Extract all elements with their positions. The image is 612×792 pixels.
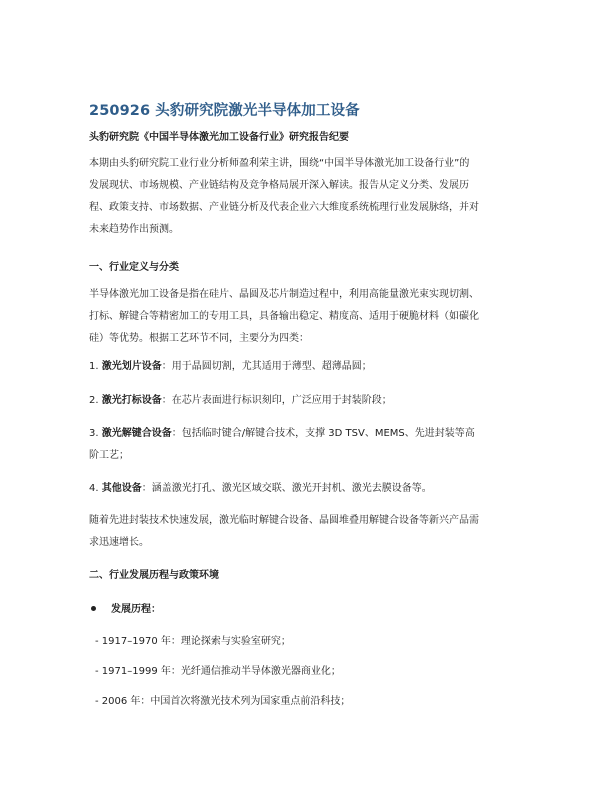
- list-item-term: 其他设备: [101, 483, 142, 494]
- list-item-text: ：涵盖激光打孔、激光区域交联、激光开封机、激光去膜设备等。: [141, 483, 432, 494]
- list-item: [89, 423, 529, 467]
- list-item-continuation: 阶工艺；: [89, 450, 129, 461]
- list-item-number: 2.: [89, 395, 102, 406]
- list-item-term: 激光解键合设备: [101, 428, 172, 439]
- timeline-item: - 1971–1999 年：光纤通信推动半导体激光器商业化；: [95, 666, 341, 677]
- intro-line: 程、政策支持、市场数据、产业链分析及代表企业六大维度系统梳理行业发展脉络，并对: [89, 202, 479, 213]
- list-item-term: 激光划片设备: [101, 361, 162, 372]
- timeline-item: - 1917–1970 年：理论探索与实验室研究；: [95, 636, 291, 647]
- intro-line: 发展现状、市场规模、产业链结构及竞争格局展开深入解读。报告从定义分类、发展历: [89, 180, 469, 191]
- list-item-text: ：用于晶圆切割，尤其适用于薄型、超薄晶圆；: [161, 361, 372, 372]
- section-1-paragraph: [89, 284, 529, 350]
- list-item-number: 1.: [89, 361, 102, 372]
- section-1-closing: [89, 510, 529, 554]
- intro-line: 未来趋势作出预测。: [89, 224, 179, 235]
- list-item-text: ：包括临时键合/解键合技术，支撑 3D TSV、MEMS、先进封装等高: [171, 428, 475, 439]
- page-title: 250926 头豹研究院激光半导体加工设备: [89, 103, 360, 119]
- bullet-dot-icon: [91, 606, 96, 611]
- para-line: 打标、解键合等精密加工的专用工具，具备输出稳定、精度高、适用于硬脆材料（如碳化: [89, 311, 479, 322]
- list-item: [89, 356, 529, 378]
- list-item-number: 3.: [89, 428, 102, 439]
- section-2-heading: 二、行业发展历程与政策环境: [89, 570, 219, 581]
- list-item: [89, 390, 529, 412]
- list-item-number: 4.: [89, 483, 102, 494]
- closing-line: 求迅速增长。: [89, 537, 149, 548]
- list-item-term: 激光打标设备: [101, 395, 162, 406]
- closing-line: 随着先进封装技术快速发展，激光临时解键合设备、晶圆堆叠用解键合设备等新兴产品需: [89, 515, 479, 526]
- intro-line: 本期由头豹研究院工业行业分析师盈利荣主讲，围绕“中国半导体激光加工设备行业”的: [89, 158, 470, 169]
- para-line: 半导体激光加工设备是指在硅片、晶圆及芯片制造过程中，利用高能量激光束实现切割、: [89, 289, 479, 300]
- para-line: 硅）等优势。根据工艺环节不同，主要分为四类：: [89, 333, 309, 344]
- timeline-item: - 2006 年：中国首次将激光技术列为国家重点前沿科技；: [95, 696, 351, 707]
- bullet-text: 发展历程：: [111, 604, 161, 615]
- list-item-text: ：在芯片表面进行标识刻印，广泛应用于封装阶段；: [161, 395, 392, 406]
- page-subtitle: 头豹研究院《中国半导体激光加工设备行业》研究报告纪要: [89, 132, 349, 143]
- section-1-heading: 一、行业定义与分类: [89, 262, 179, 273]
- list-item: [89, 478, 529, 500]
- intro-paragraph: [89, 153, 529, 241]
